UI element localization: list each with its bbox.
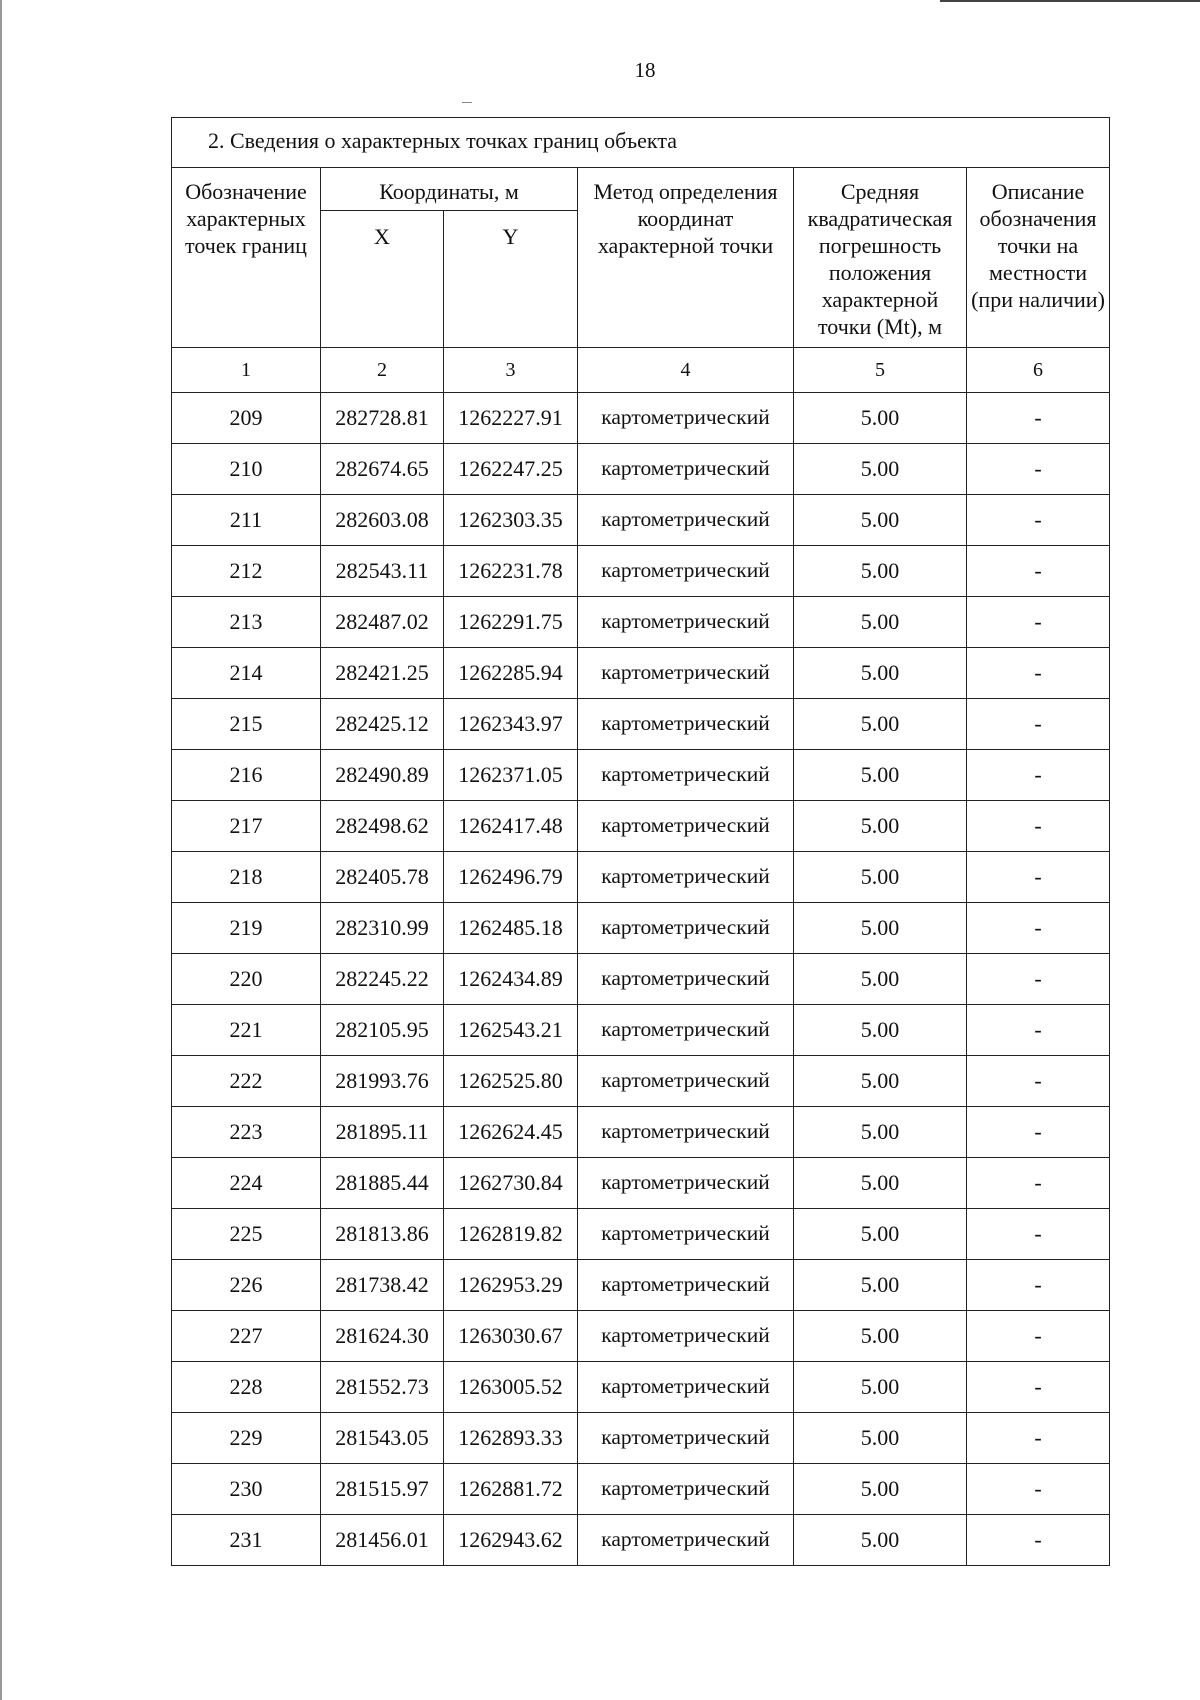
y-cell: 1262247.25 — [444, 444, 578, 495]
point-cell: 228 — [172, 1362, 321, 1413]
error-cell: 5.00 — [794, 1413, 967, 1464]
error-cell: 5.00 — [794, 699, 967, 750]
y-cell: 1262231.78 — [444, 546, 578, 597]
method-cell: картометрический — [578, 546, 794, 597]
x-cell: 282487.02 — [321, 597, 444, 648]
description-cell: - — [967, 954, 1110, 1005]
description-cell: - — [967, 1413, 1110, 1464]
error-cell: 5.00 — [794, 1311, 967, 1362]
column-number: 3 — [444, 348, 578, 393]
table-row — [172, 648, 1110, 699]
error-cell: 5.00 — [794, 1362, 967, 1413]
point-cell: 222 — [172, 1056, 321, 1107]
x-cell: 281738.42 — [321, 1260, 444, 1311]
table-row — [172, 495, 1110, 546]
column-number: 5 — [794, 348, 967, 393]
description-cell: - — [967, 903, 1110, 954]
method-cell: картометрический — [578, 1005, 794, 1056]
x-cell: 282490.89 — [321, 750, 444, 801]
description-cell: - — [967, 1260, 1110, 1311]
x-cell: 282425.12 — [321, 699, 444, 750]
error-cell: 5.00 — [794, 597, 967, 648]
error-cell: 5.00 — [794, 903, 967, 954]
column-number: 6 — [967, 348, 1110, 393]
table-row — [172, 801, 1110, 852]
error-cell: 5.00 — [794, 444, 967, 495]
scan-edge-line — [0, 0, 2, 1700]
y-cell: 1262543.21 — [444, 1005, 578, 1056]
method-cell: картометрический — [578, 1311, 794, 1362]
x-cell: 281624.30 — [321, 1311, 444, 1362]
table-row — [172, 750, 1110, 801]
method-cell: картометрический — [578, 903, 794, 954]
point-cell: 223 — [172, 1107, 321, 1158]
x-cell: 282421.25 — [321, 648, 444, 699]
error-cell: 5.00 — [794, 1209, 967, 1260]
method-cell: картометрический — [578, 1260, 794, 1311]
table-row — [172, 1464, 1110, 1515]
description-cell: - — [967, 1056, 1110, 1107]
method-cell: картометрический — [578, 699, 794, 750]
x-cell: 281813.86 — [321, 1209, 444, 1260]
header-error: Средняя квадратическая погрешность положения характерной точки (Mt), м — [794, 168, 967, 348]
x-cell: 281552.73 — [321, 1362, 444, 1413]
error-cell: 5.00 — [794, 495, 967, 546]
y-cell: 1263030.67 — [444, 1311, 578, 1362]
x-cell: 281885.44 — [321, 1158, 444, 1209]
method-cell: картометрический — [578, 1056, 794, 1107]
x-cell: 282105.95 — [321, 1005, 444, 1056]
x-cell: 282543.11 — [321, 546, 444, 597]
point-cell: 219 — [172, 903, 321, 954]
x-cell: 281515.97 — [321, 1464, 444, 1515]
point-cell: 221 — [172, 1005, 321, 1056]
y-cell: 1262819.82 — [444, 1209, 578, 1260]
y-cell: 1262371.05 — [444, 750, 578, 801]
y-cell: 1262624.45 — [444, 1107, 578, 1158]
header-description: Описание обозначения точки на местности (при наличии) — [967, 168, 1110, 348]
table-row — [172, 1107, 1110, 1158]
point-cell: 215 — [172, 699, 321, 750]
point-cell: 213 — [172, 597, 321, 648]
method-cell: картометрический — [578, 1158, 794, 1209]
point-cell: 218 — [172, 852, 321, 903]
error-cell: 5.00 — [794, 1260, 967, 1311]
description-cell: - — [967, 1515, 1110, 1566]
method-cell: картометрический — [578, 1464, 794, 1515]
error-cell: 5.00 — [794, 393, 967, 444]
description-cell: - — [967, 444, 1110, 495]
description-cell: - — [967, 648, 1110, 699]
method-cell: картометрический — [578, 954, 794, 1005]
column-number-row — [172, 348, 1110, 393]
x-cell: 281895.11 — [321, 1107, 444, 1158]
page-number: 18 — [634, 58, 656, 82]
y-cell: 1262881.72 — [444, 1464, 578, 1515]
table-row — [172, 1362, 1110, 1413]
method-cell: картометрический — [578, 1362, 794, 1413]
method-cell: картометрический — [578, 495, 794, 546]
table-row — [172, 1515, 1110, 1566]
boundary-points-table — [171, 117, 1110, 1566]
y-cell: 1262485.18 — [444, 903, 578, 954]
table-row — [172, 1209, 1110, 1260]
table-row — [172, 597, 1110, 648]
point-cell: 217 — [172, 801, 321, 852]
description-cell: - — [967, 546, 1110, 597]
y-cell: 1263005.52 — [444, 1362, 578, 1413]
point-cell: 227 — [172, 1311, 321, 1362]
table-row — [172, 1413, 1110, 1464]
error-cell: 5.00 — [794, 852, 967, 903]
column-number: 1 — [172, 348, 321, 393]
error-cell: 5.00 — [794, 801, 967, 852]
scan-mark — [462, 102, 472, 103]
error-cell: 5.00 — [794, 1158, 967, 1209]
table-row — [172, 852, 1110, 903]
column-number: 2 — [321, 348, 444, 393]
header-point: Обозначение характерных точек границ — [172, 168, 321, 348]
x-cell: 282245.22 — [321, 954, 444, 1005]
method-cell: картометрический — [578, 1209, 794, 1260]
y-cell: 1262291.75 — [444, 597, 578, 648]
error-cell: 5.00 — [794, 1464, 967, 1515]
description-cell: - — [967, 1362, 1110, 1413]
y-cell: 1262525.80 — [444, 1056, 578, 1107]
point-cell: 210 — [172, 444, 321, 495]
column-number: 4 — [578, 348, 794, 393]
method-cell: картометрический — [578, 393, 794, 444]
error-cell: 5.00 — [794, 1005, 967, 1056]
method-cell: картометрический — [578, 1515, 794, 1566]
table-row — [172, 1260, 1110, 1311]
description-cell: - — [967, 597, 1110, 648]
x-cell: 281993.76 — [321, 1056, 444, 1107]
error-cell: 5.00 — [794, 546, 967, 597]
y-cell: 1262496.79 — [444, 852, 578, 903]
y-cell: 1262943.62 — [444, 1515, 578, 1566]
error-cell: 5.00 — [794, 648, 967, 699]
method-cell: картометрический — [578, 852, 794, 903]
method-cell: картометрический — [578, 801, 794, 852]
method-cell: картометрический — [578, 444, 794, 495]
point-cell: 220 — [172, 954, 321, 1005]
method-cell: картометрический — [578, 648, 794, 699]
header-x: X — [321, 211, 444, 348]
description-cell: - — [967, 699, 1110, 750]
x-cell: 282310.99 — [321, 903, 444, 954]
y-cell: 1262303.35 — [444, 495, 578, 546]
description-cell: - — [967, 1464, 1110, 1515]
table-row — [172, 1005, 1110, 1056]
point-cell: 225 — [172, 1209, 321, 1260]
point-cell: 224 — [172, 1158, 321, 1209]
point-cell: 212 — [172, 546, 321, 597]
header-y: Y — [444, 211, 578, 348]
table-body — [172, 393, 1110, 1566]
description-cell: - — [967, 1005, 1110, 1056]
description-cell: - — [967, 393, 1110, 444]
table-row — [172, 444, 1110, 495]
header-method: Метод определения координат характерной точки — [578, 168, 794, 348]
description-cell: - — [967, 495, 1110, 546]
scan-top-line — [940, 0, 1200, 2]
method-cell: картометрический — [578, 1107, 794, 1158]
x-cell: 282405.78 — [321, 852, 444, 903]
description-cell: - — [967, 1209, 1110, 1260]
x-cell: 281543.05 — [321, 1413, 444, 1464]
y-cell: 1262730.84 — [444, 1158, 578, 1209]
table-caption: 2. Сведения о характерных точках границ объекта — [172, 118, 1110, 168]
error-cell: 5.00 — [794, 1107, 967, 1158]
error-cell: 5.00 — [794, 1056, 967, 1107]
error-cell: 5.00 — [794, 954, 967, 1005]
error-cell: 5.00 — [794, 750, 967, 801]
error-cell: 5.00 — [794, 1515, 967, 1566]
x-cell: 282603.08 — [321, 495, 444, 546]
y-cell: 1262227.91 — [444, 393, 578, 444]
description-cell: - — [967, 1311, 1110, 1362]
x-cell: 281456.01 — [321, 1515, 444, 1566]
method-cell: картометрический — [578, 1413, 794, 1464]
description-cell: - — [967, 1107, 1110, 1158]
point-cell: 209 — [172, 393, 321, 444]
y-cell: 1262953.29 — [444, 1260, 578, 1311]
description-cell: - — [967, 1158, 1110, 1209]
point-cell: 231 — [172, 1515, 321, 1566]
point-cell: 216 — [172, 750, 321, 801]
x-cell: 282498.62 — [321, 801, 444, 852]
point-cell: 214 — [172, 648, 321, 699]
y-cell: 1262893.33 — [444, 1413, 578, 1464]
table-row — [172, 699, 1110, 750]
x-cell: 282674.65 — [321, 444, 444, 495]
table-row — [172, 1311, 1110, 1362]
table-row — [172, 1056, 1110, 1107]
description-cell: - — [967, 750, 1110, 801]
table-row — [172, 1158, 1110, 1209]
point-cell: 229 — [172, 1413, 321, 1464]
point-cell: 211 — [172, 495, 321, 546]
method-cell: картометрический — [578, 750, 794, 801]
table-row — [172, 954, 1110, 1005]
table-row — [172, 546, 1110, 597]
x-cell: 282728.81 — [321, 393, 444, 444]
y-cell: 1262417.48 — [444, 801, 578, 852]
header-coords: Координаты, м — [321, 168, 578, 211]
description-cell: - — [967, 801, 1110, 852]
table-row — [172, 393, 1110, 444]
table-row — [172, 903, 1110, 954]
method-cell: картометрический — [578, 597, 794, 648]
y-cell: 1262285.94 — [444, 648, 578, 699]
point-cell: 230 — [172, 1464, 321, 1515]
description-cell: - — [967, 852, 1110, 903]
y-cell: 1262343.97 — [444, 699, 578, 750]
y-cell: 1262434.89 — [444, 954, 578, 1005]
point-cell: 226 — [172, 1260, 321, 1311]
